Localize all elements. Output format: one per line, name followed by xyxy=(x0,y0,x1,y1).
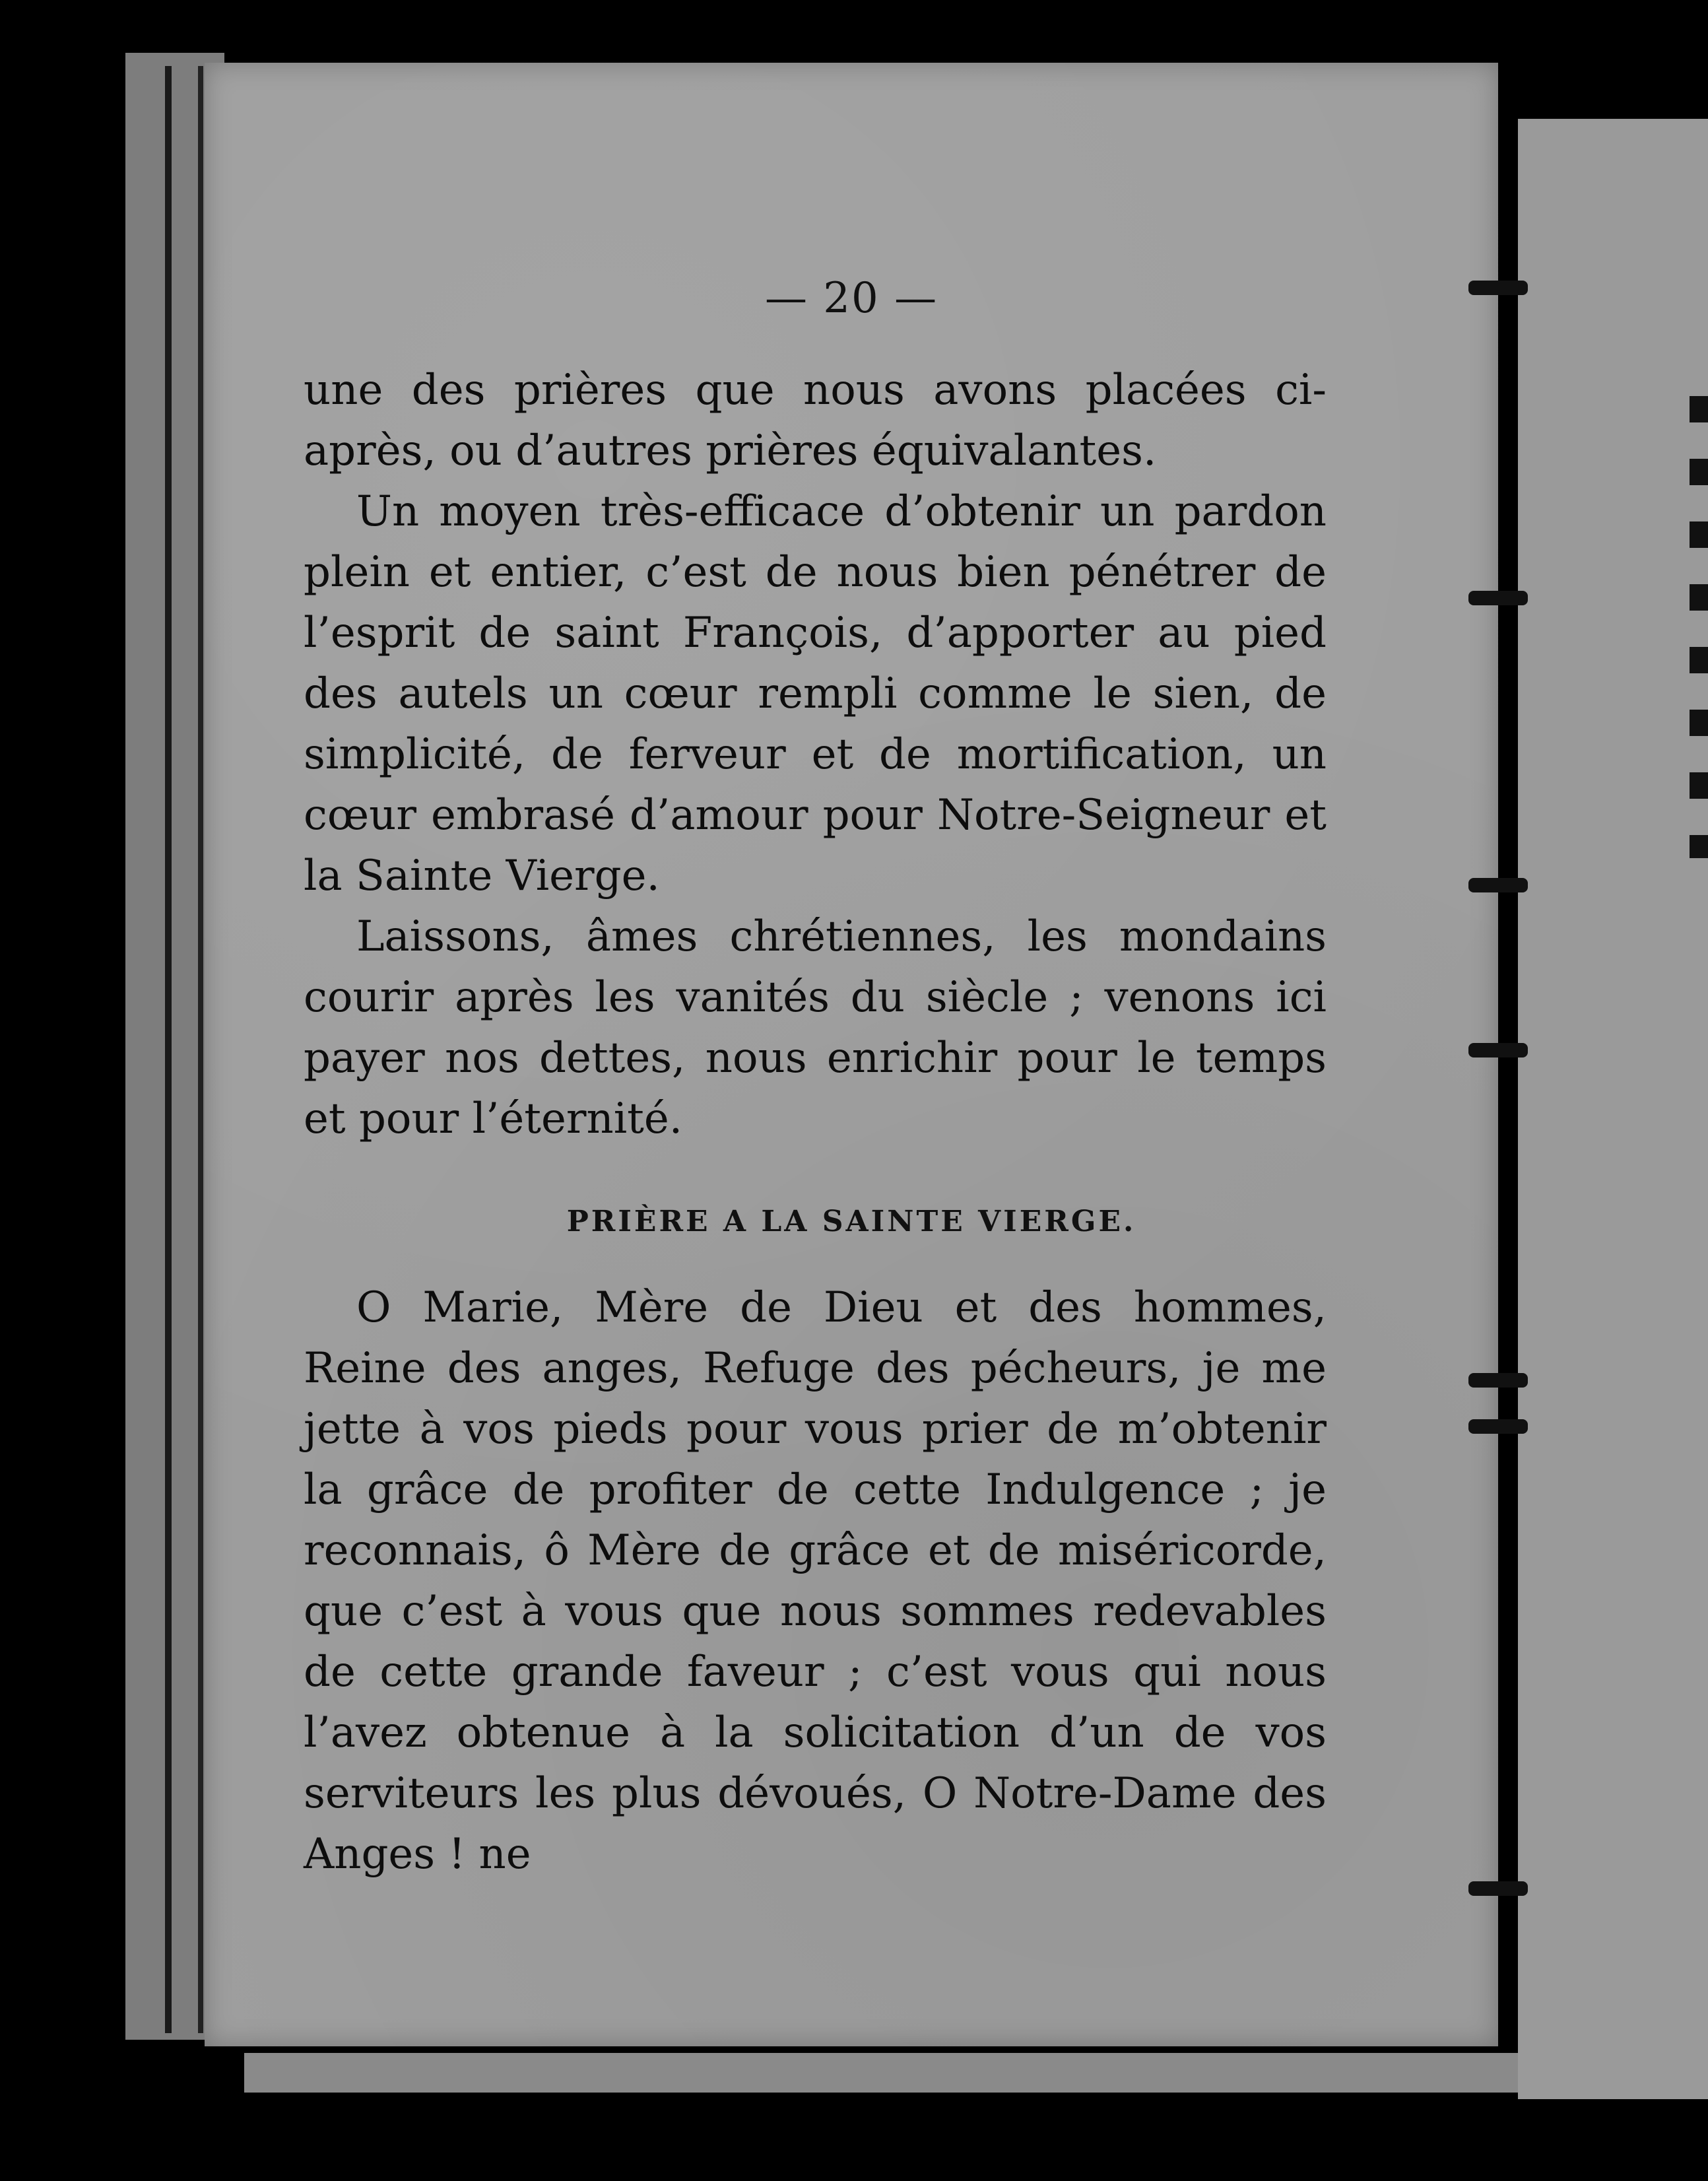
paragraph: O Marie, Mère de Dieu et des hommes, Reine des anges, Refuge des pécheurs, je me jette à vos pieds pour vous prier de m’obtenir la grâce de profiter de cette Indulgence ; je reconnais, ô Mère de grâce et de miséricorde, que c’est à vous que nous sommes redevables de cette grande faveur ; c’est vous qui nous l’avez obtenue à la solicitation d’un de vos serviteurs les plus dévoués, O Notre-Dame des Anges ! ne xyxy=(304,1283,1327,1879)
page-number: — 20 — xyxy=(764,274,938,323)
binding-thread xyxy=(1468,1881,1528,1896)
binding-thread xyxy=(1468,878,1528,892)
binding-thread xyxy=(1468,281,1528,295)
binding-thread xyxy=(1468,1373,1528,1388)
section-heading: PRIÈRE A LA SAINTE VIERGE. xyxy=(566,1205,1136,1238)
adjacent-page-text-fragment xyxy=(1690,396,1708,858)
paragraph: Un moyen très-efficace d’obtenir un pardon plein et entier, c’est de nous bien pénétrer de l’esprit de saint François, d’apporter au pied des autels un cœur rempli comme le sien, de simplicité, de ferveur et de mortification, un cœur embrasé d’amour pour Notre-Seigneur et la Sainte Vierge. xyxy=(304,487,1327,900)
body-text-top xyxy=(304,360,1327,1149)
binding-line xyxy=(198,66,203,2033)
page-stack-edge xyxy=(244,2053,1538,2093)
binding-line xyxy=(165,66,172,2033)
binding-thread xyxy=(1468,1419,1528,1434)
paragraph: Laissons, âmes chrétiennes, les mondains courir après les vanités du siècle ; venons ici payer nos dettes, nous enrichir pour le temps et pour l’éternité. xyxy=(304,912,1327,1143)
book-page xyxy=(205,63,1498,2046)
body-text-bottom xyxy=(304,1277,1327,1885)
binding-thread xyxy=(1468,1043,1528,1057)
adjacent-page xyxy=(1518,119,1708,2099)
binding-thread xyxy=(1468,591,1528,605)
paragraph: une des prières que nous avons placées ci-après, ou d’autres prières équivalantes. xyxy=(304,366,1327,475)
